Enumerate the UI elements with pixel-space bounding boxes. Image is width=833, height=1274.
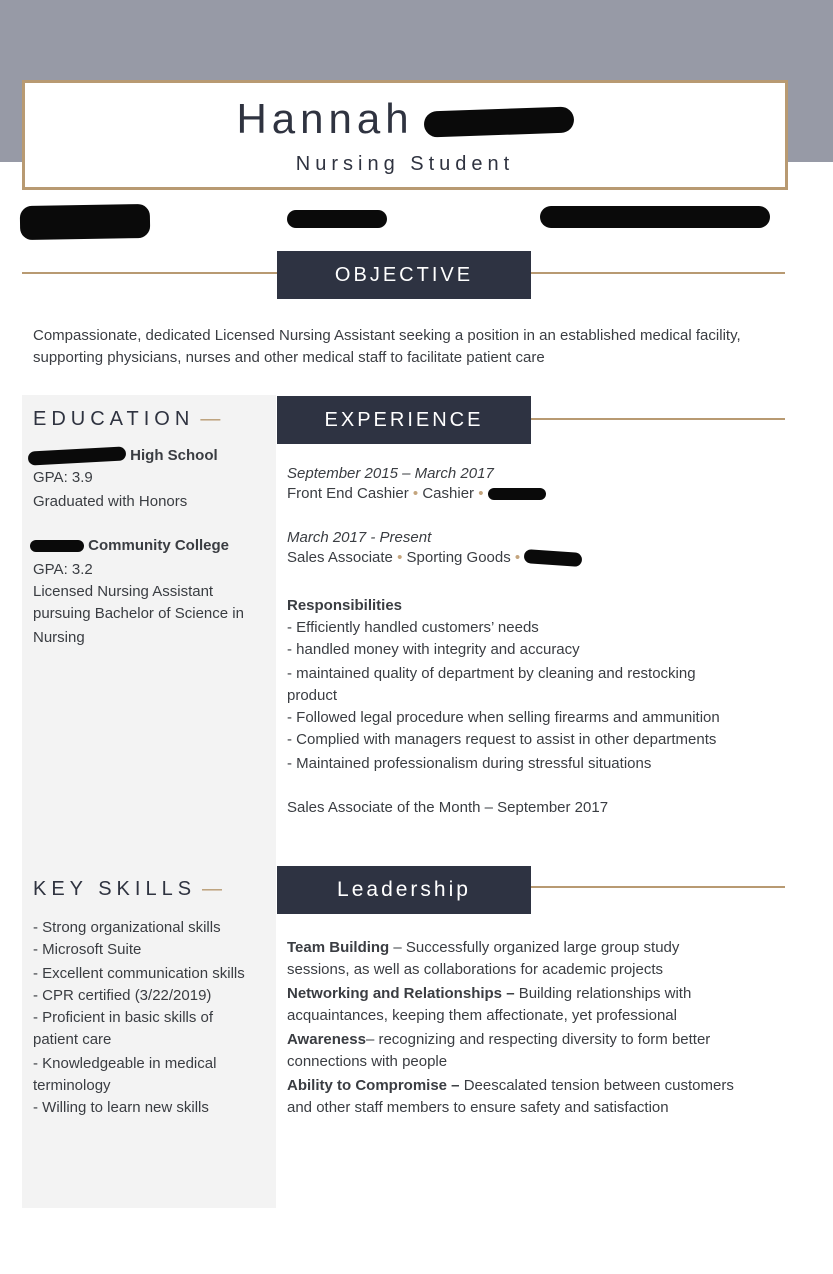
leadership-list <box>287 937 787 1119</box>
school-2-name: Community College <box>30 535 229 557</box>
redacted-contact-address <box>20 204 151 240</box>
redacted-surname <box>423 106 574 137</box>
job-1-role: Front End Cashier • Cashier • <box>287 483 546 505</box>
responsibilities-list <box>287 617 787 775</box>
responsibility-item: - handled money with integrity and accuracy <box>287 641 580 658</box>
leadership-entry: Networking and Relationships – Building relationships with acquaintances, keeping them affectionate, yet professional <box>287 985 692 1024</box>
skill-item: - Knowledgeable in medical <box>33 1055 217 1072</box>
leadership-entry: Awareness– recognizing and respecting diversity to form better connections with people <box>287 1031 711 1070</box>
name-box <box>22 80 788 190</box>
leadership-heading: Leadership <box>277 866 531 914</box>
responsibility-item: - Efficiently handled customers’ needs <box>287 619 539 636</box>
skill-item: - Proficient in basic skills of <box>33 1009 214 1026</box>
job-2-dates: March 2017 - Present <box>287 529 432 546</box>
skills-list <box>33 917 273 1119</box>
skills-heading <box>33 878 222 901</box>
experience-heading: EXPERIENCE <box>277 396 531 444</box>
redacted-employer-2 <box>524 549 583 567</box>
leadership-entry: Team Building – Successfully organized large group study sessions, as well as collaborations for academic projects <box>287 939 680 978</box>
objective-rule-left <box>22 272 277 274</box>
education-heading-text: EDUCATION <box>33 408 195 430</box>
skills-heading-text: KEY SKILLS <box>33 878 197 900</box>
school-1-note: Graduated with Honors <box>33 493 188 510</box>
objective-heading: OBJECTIVE <box>277 251 531 299</box>
responsibilities-heading: Responsibilities <box>287 597 403 614</box>
school-2-gpa: GPA: 3.2 <box>33 561 93 578</box>
skills-heading-dash: — <box>202 878 223 900</box>
experience-rule-right <box>531 418 785 420</box>
skill-item: patient care <box>33 1031 112 1048</box>
objective-rule-right <box>531 272 785 274</box>
responsibility-item: - Maintained professionalism during stressful situations <box>287 755 652 772</box>
school-1-gpa: GPA: 3.9 <box>33 469 93 486</box>
skill-item: - Microsoft Suite <box>33 941 142 958</box>
candidate-name <box>25 95 785 143</box>
skill-item: - Strong organizational skills <box>33 919 221 936</box>
leadership-rule-right <box>531 886 785 888</box>
job-1-dates: September 2015 – March 2017 <box>287 465 494 482</box>
school-1-name: High School <box>28 445 218 467</box>
redacted-school-1 <box>28 446 127 465</box>
responsibility-item: product <box>287 687 338 704</box>
skill-item: - Excellent communication skills <box>33 965 245 982</box>
job-2-role: Sales Associate • Sporting Goods • <box>287 547 582 569</box>
skill-item: terminology <box>33 1077 111 1094</box>
responsibility-item: - maintained quality of department by cleaning and restocking <box>287 665 696 682</box>
responsibility-item: - Followed legal procedure when selling firearms and ammunition <box>287 709 720 726</box>
skill-item: - Willing to learn new skills <box>33 1099 209 1116</box>
school-2-note: Licensed Nursing Assistant pursuing Bachelor of Science in Nursing <box>33 583 244 646</box>
redacted-employer-1 <box>488 488 546 500</box>
award-text: Sales Associate of the Month – September 2017 <box>287 799 609 816</box>
objective-text: Compassionate, dedicated Licensed Nursing Assistant seeking a position in an established medical facility, supporting physicians, nurses and other medical staff to facilitate patient care <box>33 327 741 366</box>
redacted-contact-phone <box>287 210 387 228</box>
education-heading <box>33 408 220 431</box>
leadership-entry: Ability to Compromise – Deescalated tension between customers and other staff members to ensure safety and satisfaction <box>287 1077 734 1116</box>
skill-item: - CPR certified (3/22/2019) <box>33 987 212 1004</box>
responsibility-item: - Complied with managers request to assist in other departments <box>287 731 717 748</box>
candidate-title: Nursing Student <box>295 153 515 175</box>
first-name: Hannah <box>236 95 414 142</box>
redacted-contact-email <box>540 206 770 228</box>
education-heading-dash: — <box>200 408 221 430</box>
redacted-school-2 <box>30 540 84 552</box>
